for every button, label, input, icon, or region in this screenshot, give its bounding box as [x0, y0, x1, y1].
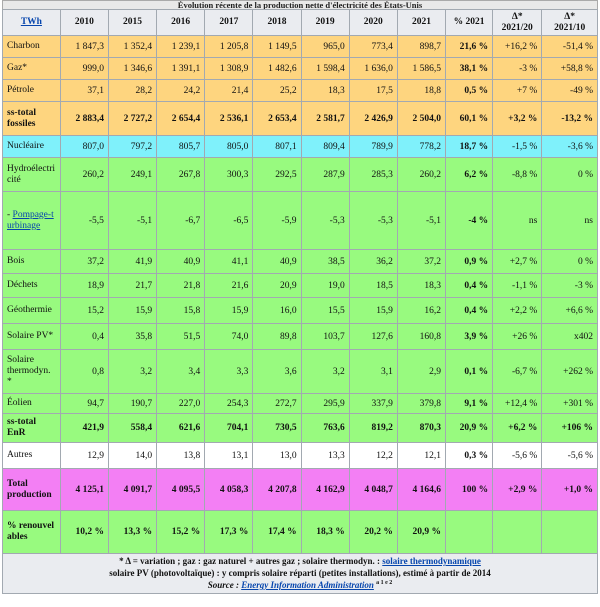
table-cell: 2 504,0 [397, 102, 445, 136]
delta-cell: -1,1 % [493, 274, 542, 298]
delta-cell: -5,6 % [542, 443, 598, 469]
delta-cell: 0 % [542, 250, 598, 274]
table-cell: 40,9 [253, 250, 301, 274]
table-cell: 1 346,6 [108, 58, 156, 80]
pct-cell: -4 % [446, 192, 493, 250]
table-row-eolien [3, 394, 598, 414]
delta-cell: -3 % [542, 274, 598, 298]
table-cell: 13,1 [205, 443, 253, 469]
table-cell: 24,2 [157, 80, 205, 102]
delta-cell: +262 % [542, 350, 598, 394]
table-cell: 809,4 [301, 136, 349, 158]
year-header: 2021 [397, 10, 445, 36]
table-cell: 300,3 [205, 158, 253, 192]
table-cell: 15,9 [205, 298, 253, 324]
table-cell: 51,5 [157, 324, 205, 350]
table-cell: 1 598,4 [301, 58, 349, 80]
table-cell: 18,3 [397, 274, 445, 298]
table-cell: 89,8 [253, 324, 301, 350]
table-cell: 789,9 [349, 136, 397, 158]
delta-2021-20-header: Δ* 2021/20 [493, 10, 542, 36]
delta-cell: -13,2 % [542, 102, 598, 136]
table-cell: 21,4 [205, 80, 253, 102]
table-cell: 3,2 [301, 350, 349, 394]
table-cell: 260,2 [397, 158, 445, 192]
table-cell: 621,6 [157, 414, 205, 443]
table-cell: 254,3 [205, 394, 253, 414]
table-row-bois [3, 250, 598, 274]
table-cell: 249,1 [108, 158, 156, 192]
unit-header[interactable] [3, 10, 61, 36]
table-cell: 18,3 % [301, 511, 349, 554]
delta-cell: +3,2 % [493, 102, 542, 136]
pct-cell: 0,9 % [446, 250, 493, 274]
table-cell: 805,7 [157, 136, 205, 158]
table-cell: -6,7 [157, 192, 205, 250]
table-cell: 16,0 [253, 298, 301, 324]
table-cell: 41,1 [205, 250, 253, 274]
table-cell: 379,8 [397, 394, 445, 414]
table-cell: 4 164,6 [397, 469, 445, 511]
delta-cell: +301 % [542, 394, 598, 414]
delta-cell: -5,6 % [493, 443, 542, 469]
table-cell: 3,6 [253, 350, 301, 394]
table-cell: 807,0 [60, 136, 108, 158]
table-cell: 37,1 [60, 80, 108, 102]
table-cell: 2 654,4 [157, 102, 205, 136]
pct-cell: 0,4 % [446, 298, 493, 324]
delta-2021-10-header: Δ* 2021/10 [542, 10, 598, 36]
row-label: Solaire PV* [3, 324, 61, 350]
table-row-solaire-pv [3, 324, 598, 350]
pct-cell: 0,1 % [446, 350, 493, 394]
pct-cell: 100 % [446, 469, 493, 511]
table-cell: 127,6 [349, 324, 397, 350]
table-cell: 21,8 [157, 274, 205, 298]
table-cell: 272,7 [253, 394, 301, 414]
table-footnote [2, 554, 598, 594]
table-cell: 38,5 [301, 250, 349, 274]
year-header: 2018 [253, 10, 301, 36]
year-header: 2019 [301, 10, 349, 36]
table-row-charbon [3, 36, 598, 58]
table-cell: 0,8 [60, 350, 108, 394]
row-label: Géothermie [3, 298, 61, 324]
table-cell: -5,3 [301, 192, 349, 250]
delta-cell: +6,2 % [493, 414, 542, 443]
row-label: - Pompage-turbinage [3, 192, 61, 250]
table-cell: 773,4 [349, 36, 397, 58]
delta-cell: +7 % [493, 80, 542, 102]
eia-source-link[interactable]: Energy Information Administration [241, 580, 374, 590]
table-cell: 1 352,4 [108, 36, 156, 58]
delta-cell: +26 % [493, 324, 542, 350]
table-cell: 870,3 [397, 414, 445, 443]
table-cell: 805,0 [205, 136, 253, 158]
table-cell: 797,2 [108, 136, 156, 158]
table-cell: 17,3 % [205, 511, 253, 554]
delta-cell: +12,4 % [493, 394, 542, 414]
table-cell: 2 426,9 [349, 102, 397, 136]
delta-cell: +2,9 % [493, 469, 542, 511]
delta-cell: ns [542, 192, 598, 250]
delta-cell: +106 % [542, 414, 598, 443]
source-refs[interactable]: a 1 e 2 [376, 580, 393, 586]
table-cell: 20,2 % [349, 511, 397, 554]
table-cell: 35,8 [108, 324, 156, 350]
table-row-hydroelectricite [3, 158, 598, 192]
table-cell: 1 239,1 [157, 36, 205, 58]
table-cell: 14,0 [108, 443, 156, 469]
table-cell: 4 162,9 [301, 469, 349, 511]
row-label: Nucléaire [3, 136, 61, 158]
row-label: % renouvelables [3, 511, 61, 554]
table-cell: 267,8 [157, 158, 205, 192]
row-label: Charbon [3, 36, 61, 58]
table-cell: 807,1 [253, 136, 301, 158]
pct-cell: 0,3 % [446, 443, 493, 469]
table-cell: 13,3 % [108, 511, 156, 554]
pct-2021-header: % 2021 [446, 10, 493, 36]
table-row-solaire-thermodyn [3, 350, 598, 394]
table-cell: 287,9 [301, 158, 349, 192]
table-cell: 421,9 [60, 414, 108, 443]
delta-cell: -3,6 % [542, 136, 598, 158]
table-cell: 160,8 [397, 324, 445, 350]
table-cell: 15,2 % [157, 511, 205, 554]
table-cell: 13,0 [253, 443, 301, 469]
table-row-dechets [3, 274, 598, 298]
pct-cell [446, 511, 493, 554]
footnote-line-1: * Δ = variation ; gaz : gaz naturel + autres gaz ; solaire thermodyn. : solaire thermodynamique [119, 556, 481, 566]
delta-cell: +6,6 % [542, 298, 598, 324]
table-cell: 17,5 [349, 80, 397, 102]
row-label: ss-total fossiles [3, 102, 61, 136]
delta-cell: +2,7 % [493, 250, 542, 274]
delta-cell: x402 [542, 324, 598, 350]
delta-cell: -1,5 % [493, 136, 542, 158]
table-cell: 1 149,5 [253, 36, 301, 58]
table-row-petrole [3, 80, 598, 102]
table-cell: 999,0 [60, 58, 108, 80]
footnote-line-2: solaire PV (photovoltaïque) : y compris solaire réparti (petites installations), estimé à partir de 2014 [109, 568, 491, 578]
table-cell: 15,5 [301, 298, 349, 324]
table-cell: 21,7 [108, 274, 156, 298]
table-cell: 15,9 [349, 298, 397, 324]
table-cell: 260,2 [60, 158, 108, 192]
table-cell: 1 482,6 [253, 58, 301, 80]
table-cell: -5,9 [253, 192, 301, 250]
delta-cell: +1,0 % [542, 469, 598, 511]
table-cell: 190,7 [108, 394, 156, 414]
year-header: 2017 [205, 10, 253, 36]
table-row-total-production [3, 469, 598, 511]
table-cell: 1 391,1 [157, 58, 205, 80]
table-cell: 12,2 [349, 443, 397, 469]
row-label: Éolien [3, 394, 61, 414]
delta-cell: +2,2 % [493, 298, 542, 324]
table-cell: 2 653,4 [253, 102, 301, 136]
pct-cell: 18,7 % [446, 136, 493, 158]
table-cell: 1 847,3 [60, 36, 108, 58]
table-cell: 4 095,5 [157, 469, 205, 511]
table-caption: Évolution récente de la production nette d'électricité des États-Unis [2, 0, 598, 9]
table-cell: 16,2 [397, 298, 445, 324]
table-cell: 18,5 [349, 274, 397, 298]
table-cell: 2,9 [397, 350, 445, 394]
table-row-nucleaire [3, 136, 598, 158]
table-cell: 1 636,0 [349, 58, 397, 80]
table-row-pompage-turbinage [3, 192, 598, 250]
row-label: Autres [3, 443, 61, 469]
table-cell: 74,0 [205, 324, 253, 350]
table-cell: 965,0 [301, 36, 349, 58]
delta-cell: ns [493, 192, 542, 250]
table-cell: 0,4 [60, 324, 108, 350]
row-label: Hydroélectricité [3, 158, 61, 192]
table-cell: 3,2 [108, 350, 156, 394]
pct-cell: 0,5 % [446, 80, 493, 102]
year-header: 2016 [157, 10, 205, 36]
table-cell: 103,7 [301, 324, 349, 350]
unit-link[interactable]: TWh [20, 17, 42, 27]
row-label: Total production [3, 469, 61, 511]
table-cell: 285,3 [349, 158, 397, 192]
table-cell: 18,3 [301, 80, 349, 102]
delta-cell: -49 % [542, 80, 598, 102]
table-cell: 20,9 % [397, 511, 445, 554]
table-cell: 763,6 [301, 414, 349, 443]
pct-cell: 21,6 % [446, 36, 493, 58]
pct-cell: 3,9 % [446, 324, 493, 350]
table-cell: -5,5 [60, 192, 108, 250]
pct-cell: 60,1 % [446, 102, 493, 136]
table-cell: 2 727,2 [108, 102, 156, 136]
electricity-production-table [2, 9, 598, 554]
delta-cell: -51,4 % [542, 36, 598, 58]
table-cell: 12,1 [397, 443, 445, 469]
row-label: Pétrole [3, 80, 61, 102]
header-row [3, 10, 598, 36]
table-cell: -5,1 [397, 192, 445, 250]
table-cell: 20,9 [253, 274, 301, 298]
pct-cell: 38,1 % [446, 58, 493, 80]
delta-cell: +58,8 % [542, 58, 598, 80]
table-cell: 41,9 [108, 250, 156, 274]
table-cell: 4 091,7 [108, 469, 156, 511]
delta-cell: -6,7 % [493, 350, 542, 394]
table-cell: 10,2 % [60, 511, 108, 554]
table-cell: 2 581,7 [301, 102, 349, 136]
year-header: 2015 [108, 10, 156, 36]
table-cell: 13,8 [157, 443, 205, 469]
footnote-source: Source : Energy Information Administration $^{a 1 e 2}$ [207, 580, 393, 590]
year-header: 2010 [60, 10, 108, 36]
pct-cell: 6,2 % [446, 158, 493, 192]
table-cell: 898,7 [397, 36, 445, 58]
table-cell: -6,5 [205, 192, 253, 250]
table-cell: -5,1 [108, 192, 156, 250]
table-cell: 4 125,1 [60, 469, 108, 511]
table-row-pct-renouvelables [3, 511, 598, 554]
delta-cell: -3 % [493, 58, 542, 80]
table-cell: 730,5 [253, 414, 301, 443]
table-cell: 292,5 [253, 158, 301, 192]
delta-cell [493, 511, 542, 554]
table-cell: 15,9 [108, 298, 156, 324]
table-cell: 15,2 [60, 298, 108, 324]
table-cell: 295,9 [301, 394, 349, 414]
table-cell: -5,3 [349, 192, 397, 250]
pompage-turbinage-link[interactable]: Pompage-turbinage [7, 209, 54, 231]
table-cell: 4 048,7 [349, 469, 397, 511]
table-cell: 819,2 [349, 414, 397, 443]
table-cell: 15,8 [157, 298, 205, 324]
table-cell: 704,1 [205, 414, 253, 443]
table-row-gaz [3, 58, 598, 80]
pct-cell: 20,9 % [446, 414, 493, 443]
table-cell: 40,9 [157, 250, 205, 274]
table-cell: 4 058,3 [205, 469, 253, 511]
table-row-geothermie [3, 298, 598, 324]
row-label: ss-total EnR [3, 414, 61, 443]
pct-cell: 0,4 % [446, 274, 493, 298]
table-cell: 2 536,1 [205, 102, 253, 136]
table-row-autres [3, 443, 598, 469]
table-cell: 1 205,8 [205, 36, 253, 58]
table-cell: 3,4 [157, 350, 205, 394]
row-label: Bois [3, 250, 61, 274]
row-label: Solaire thermodyn. * [3, 350, 61, 394]
table-cell: 36,2 [349, 250, 397, 274]
table-cell: 3,1 [349, 350, 397, 394]
table-cell: 21,6 [205, 274, 253, 298]
table-cell: 13,3 [301, 443, 349, 469]
table-row-subtotal-enr [3, 414, 598, 443]
table-cell: 37,2 [60, 250, 108, 274]
delta-cell: 0 % [542, 158, 598, 192]
year-header: 2020 [349, 10, 397, 36]
table-cell: 778,2 [397, 136, 445, 158]
solaire-thermodynamique-link[interactable]: solaire thermodynamique [382, 556, 481, 566]
table-cell: 18,9 [60, 274, 108, 298]
table-cell: 12,9 [60, 443, 108, 469]
pct-cell: 9,1 % [446, 394, 493, 414]
table-cell: 3,3 [205, 350, 253, 394]
table-cell: 558,4 [108, 414, 156, 443]
delta-cell [542, 511, 598, 554]
table-cell: 1 308,9 [205, 58, 253, 80]
delta-cell: +16,2 % [493, 36, 542, 58]
delta-cell: -8,8 % [493, 158, 542, 192]
row-label: Gaz* [3, 58, 61, 80]
table-cell: 37,2 [397, 250, 445, 274]
table-cell: 18,8 [397, 80, 445, 102]
table-cell: 28,2 [108, 80, 156, 102]
table-cell: 4 207,8 [253, 469, 301, 511]
table-cell: 337,9 [349, 394, 397, 414]
table-cell: 94,7 [60, 394, 108, 414]
table-cell: 25,2 [253, 80, 301, 102]
table-cell: 227,0 [157, 394, 205, 414]
table-cell: 19,0 [301, 274, 349, 298]
table-cell: 17,4 % [253, 511, 301, 554]
table-cell: 1 586,5 [397, 58, 445, 80]
row-label: Déchets [3, 274, 61, 298]
table-row-subtotal-fossiles [3, 102, 598, 136]
table-cell: 2 883,4 [60, 102, 108, 136]
